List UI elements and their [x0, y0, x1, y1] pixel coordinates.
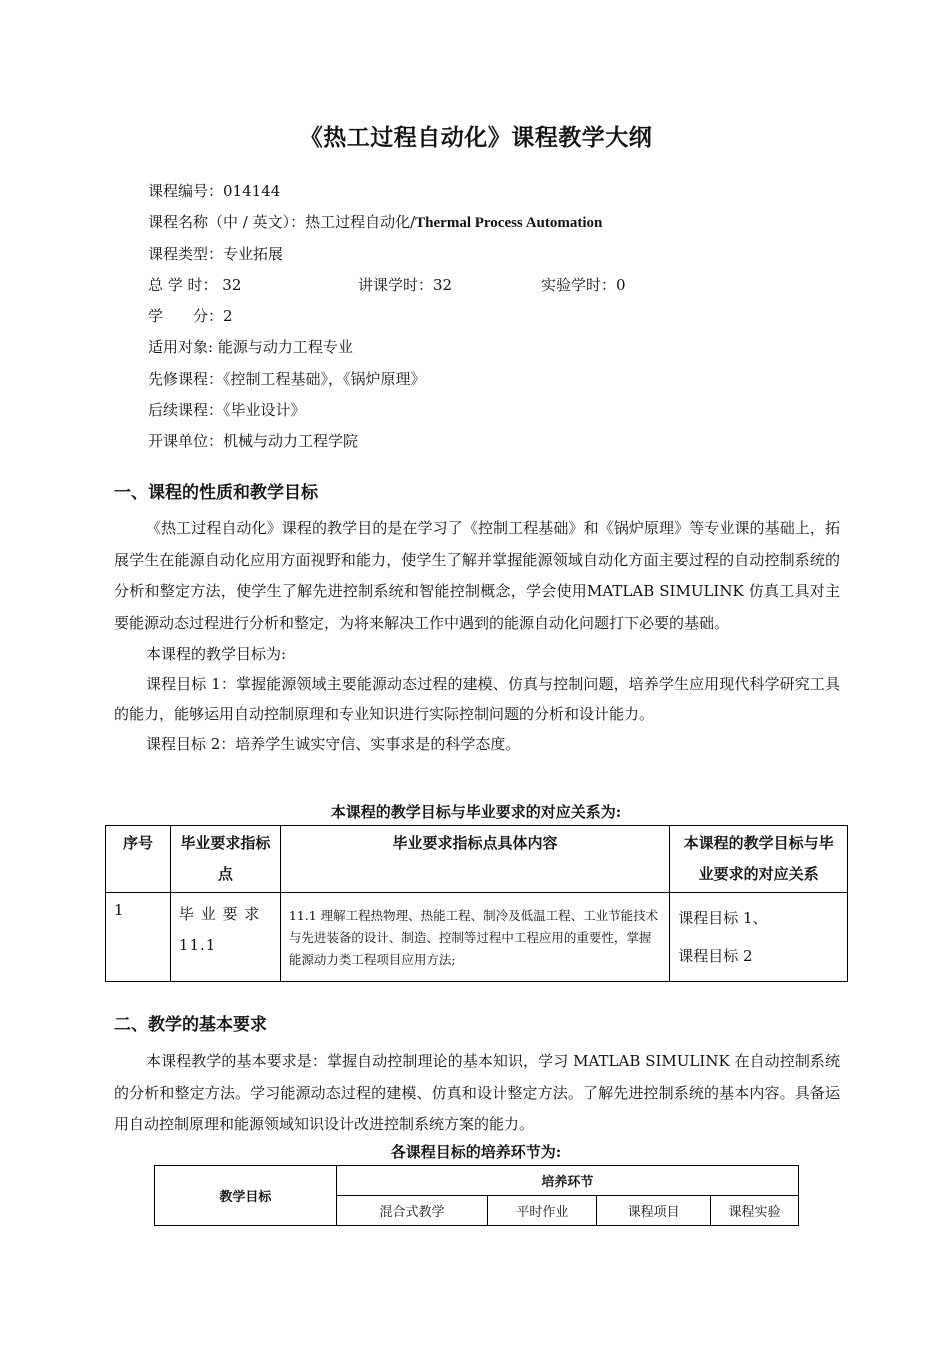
prerequisites: 先修课程：《控制工程基础》，《锅炉原理》 — [148, 369, 426, 388]
section2-heading: 二、教学的基本要求 — [114, 1015, 267, 1035]
course-name-cn: 课程名称（中 / 英文）：热工过程自动化/ — [148, 213, 416, 232]
section1-paragraph-4: 课程目标 2：培养学生诚实守信、实事求是的科学态度。 — [146, 735, 521, 754]
section1-paragraph-1: 《热工过程自动化》课程的教学目的是在学习了《控制工程基础》和《锅炉原理》等专业课的基础上，拓展学生在能源自动化应用方面视野和能力，使学生了解并掌握能源领域自动化方面主要过程的自动控制系统的分析和整定方法，使学生了解先进控制系统和智能控制概念，学会使用MATLAB SIMULINK 仿真工具对主要能源动态过程进行分析和整定，为将来解决工作中遇到的能源自动化问题打下必要的基础。 — [114, 519, 840, 632]
lecture-hours: 讲课学时：32 — [358, 275, 453, 294]
header-no: 序号 — [106, 826, 171, 893]
total-hours: 总 学 时： 32 — [148, 275, 242, 294]
page-title: 《热工过程自动化》课程教学大纲 — [299, 124, 653, 151]
audience: 适用对象: 能源与动力工程专业 — [148, 338, 353, 357]
course-code: 课程编号：014144 — [148, 182, 281, 200]
table1-caption: 本课程的教学目标与毕业要求的对应关系为: — [330, 803, 622, 821]
follow-up-courses: 后续课程：《毕业设计》 — [148, 401, 306, 420]
section1-body — [114, 513, 840, 759]
department: 开课单位：机械与动力工程学院 — [148, 432, 359, 451]
hours-row — [148, 270, 626, 301]
table2-caption: 各课程目标的培养环节为: — [390, 1143, 562, 1161]
cell-relation — [670, 893, 848, 982]
header-point: 毕业要求指标点 — [170, 826, 280, 893]
header-content: 毕业要求指标点具体内容 — [280, 826, 669, 893]
section2-body — [114, 1046, 840, 1141]
table-row — [106, 893, 848, 982]
subheader-project: 课程项目 — [597, 1196, 711, 1226]
table-header-row — [155, 1166, 799, 1196]
relation-line-1: 课程目标 1、 — [678, 909, 768, 927]
subheader-experiment: 课程实验 — [711, 1196, 799, 1226]
course-info — [148, 176, 626, 458]
lab-hours: 实验学时：0 — [541, 275, 626, 294]
cell-no: 1 — [106, 893, 171, 982]
header-goal: 教学目标 — [155, 1166, 337, 1226]
header-relation: 本课程的教学目标与毕业要求的对应关系 — [670, 826, 848, 893]
cell-point: 毕 业 要 求 11.1 — [170, 893, 280, 982]
course-name — [148, 207, 602, 238]
table-header-row — [106, 826, 848, 893]
section1-paragraph-3: 课程目标 1：掌握能源领域主要能源动态过程的建模、仿真与控制问题，培养学生应用现代科学研究工具的能力，能够运用自动控制原理和专业知识进行实际控制问题的分析和设计能力。 — [114, 675, 840, 724]
cell-content: 11.1 理解工程热物理、热能工程、制冷及低温工程、工业节能技术与先进装备的设计、制造、控制等过程中工程应用的重要性，掌握能源动力类工程项目应用方法; — [280, 893, 669, 982]
subheader-mixed-teaching: 混合式教学 — [336, 1196, 488, 1226]
credits: 学 分：2 — [148, 307, 233, 326]
course-name-en: Thermal Process Automation — [415, 215, 603, 232]
section1-heading: 一、课程的性质和教学目标 — [114, 483, 318, 503]
section1-paragraph-2: 本课程的教学目标为: — [146, 645, 287, 664]
subheader-homework: 平时作业 — [488, 1196, 597, 1226]
header-group: 培养环节 — [336, 1166, 798, 1196]
relation-line-2: 课程目标 2 — [678, 947, 753, 965]
section2-paragraph-1: 本课程教学的基本要求是：掌握自动控制理论的基本知识，学习 MATLAB SIMULINK 在自动控制系统的分析和整定方法。学习能源动态过程的建模、仿真和设计整定方法。了解先进控制系统的基本内容。具备运用自动控制原理和能源领域知识设计改进控制系统方案的能力。 — [114, 1052, 840, 1134]
course-type: 课程类型：专业拓展 — [148, 244, 284, 263]
training-table — [154, 1165, 799, 1226]
objectives-table — [105, 825, 848, 982]
